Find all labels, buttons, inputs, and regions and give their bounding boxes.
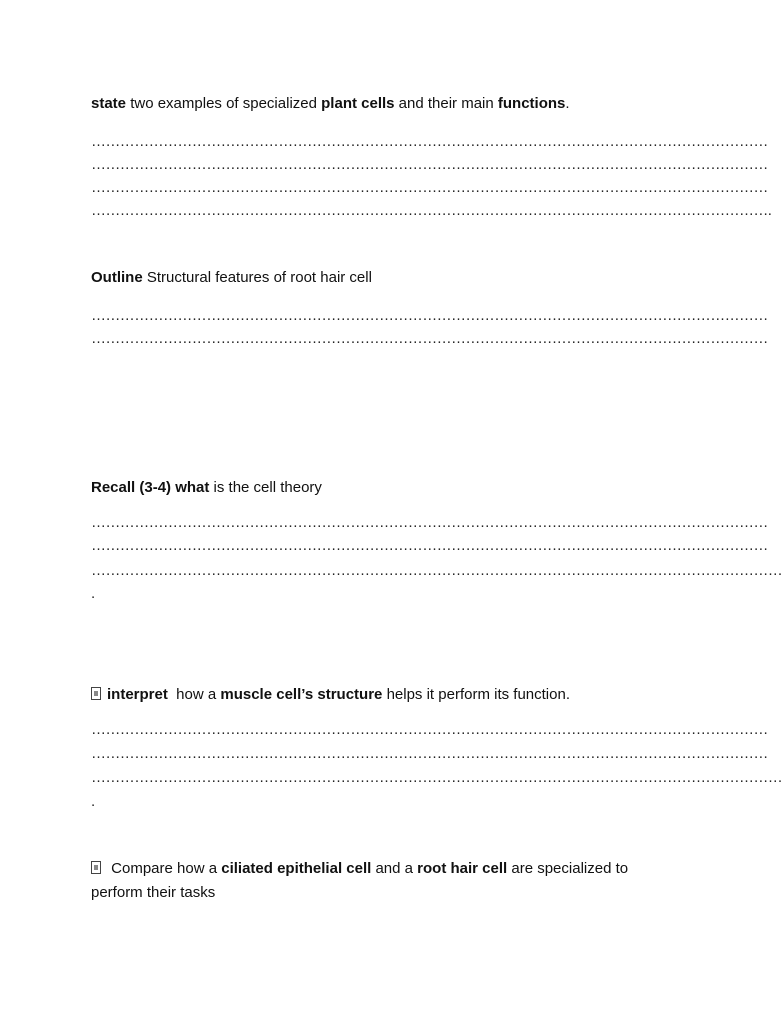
answer-line[interactable]: …………………………………………………………………………………………………………………………… [91,330,768,347]
answer-line[interactable]: . [91,793,95,810]
question-1-seg-3: and their main [394,95,498,112]
question-5 [91,857,671,905]
answer-line[interactable]: …………………………………………………………………………………………………………………………… [91,537,768,554]
question-1-seg-4: functions [497,95,566,112]
question-5-seg-4: are specialized to perform their tasks [91,860,629,901]
question-4-seg-1: how a [167,686,221,703]
question-5-seg-3: root hair cell [417,860,508,877]
question-2 [91,266,691,290]
question-4-seg-2: muscle cell’s structure [220,686,383,703]
question-3 [91,476,691,500]
answer-line[interactable]: …………………………………………………………………………………………………………………………… [91,133,768,150]
question-1-seg-1: two examples of specialized [126,95,322,112]
question-5-seg-1: ciliated epithelial cell [221,860,372,877]
question-1 [91,92,691,116]
question-1-seg-5: . [565,95,570,112]
answer-line[interactable]: …………………………………………………………………………………………………………………………… [91,179,768,196]
answer-line[interactable]: ……………………………………………………………………………………………………………………………. [91,202,772,219]
answer-line[interactable]: ……………………………………………………………………………………………………………………………… [91,562,782,579]
question-3-seg-1: is the cell theory [209,479,322,496]
question-4-seg-0: interpret [107,686,168,703]
question-5-seg-2: and a [371,860,418,877]
question-2-seg-0: Outline [91,269,143,286]
answer-line[interactable]: …………………………………………………………………………………………………………………………… [91,156,768,173]
question-2-seg-1: Structural features of root hair cell [142,269,372,286]
checkbox-bullet-icon [91,861,101,874]
question-5-seg-0: Compare how a [107,860,222,877]
answer-line[interactable]: . [91,585,95,602]
question-4 [91,683,691,707]
answer-line[interactable]: …………………………………………………………………………………………………………………………… [91,307,768,324]
answer-line[interactable]: …………………………………………………………………………………………………………………………… [91,721,768,738]
checkbox-bullet-icon [91,687,101,700]
question-4-seg-3: helps it perform its function. [382,686,570,703]
answer-line[interactable]: …………………………………………………………………………………………………………………………… [91,514,768,531]
question-1-seg-0: state [91,95,127,112]
answer-line[interactable]: ……………………………………………………………………………………………………………………………… [91,769,782,786]
question-1-seg-2: plant cells [321,95,395,112]
answer-line[interactable]: …………………………………………………………………………………………………………………………… [91,745,768,762]
question-3-seg-0: Recall (3-4) what [91,479,210,496]
